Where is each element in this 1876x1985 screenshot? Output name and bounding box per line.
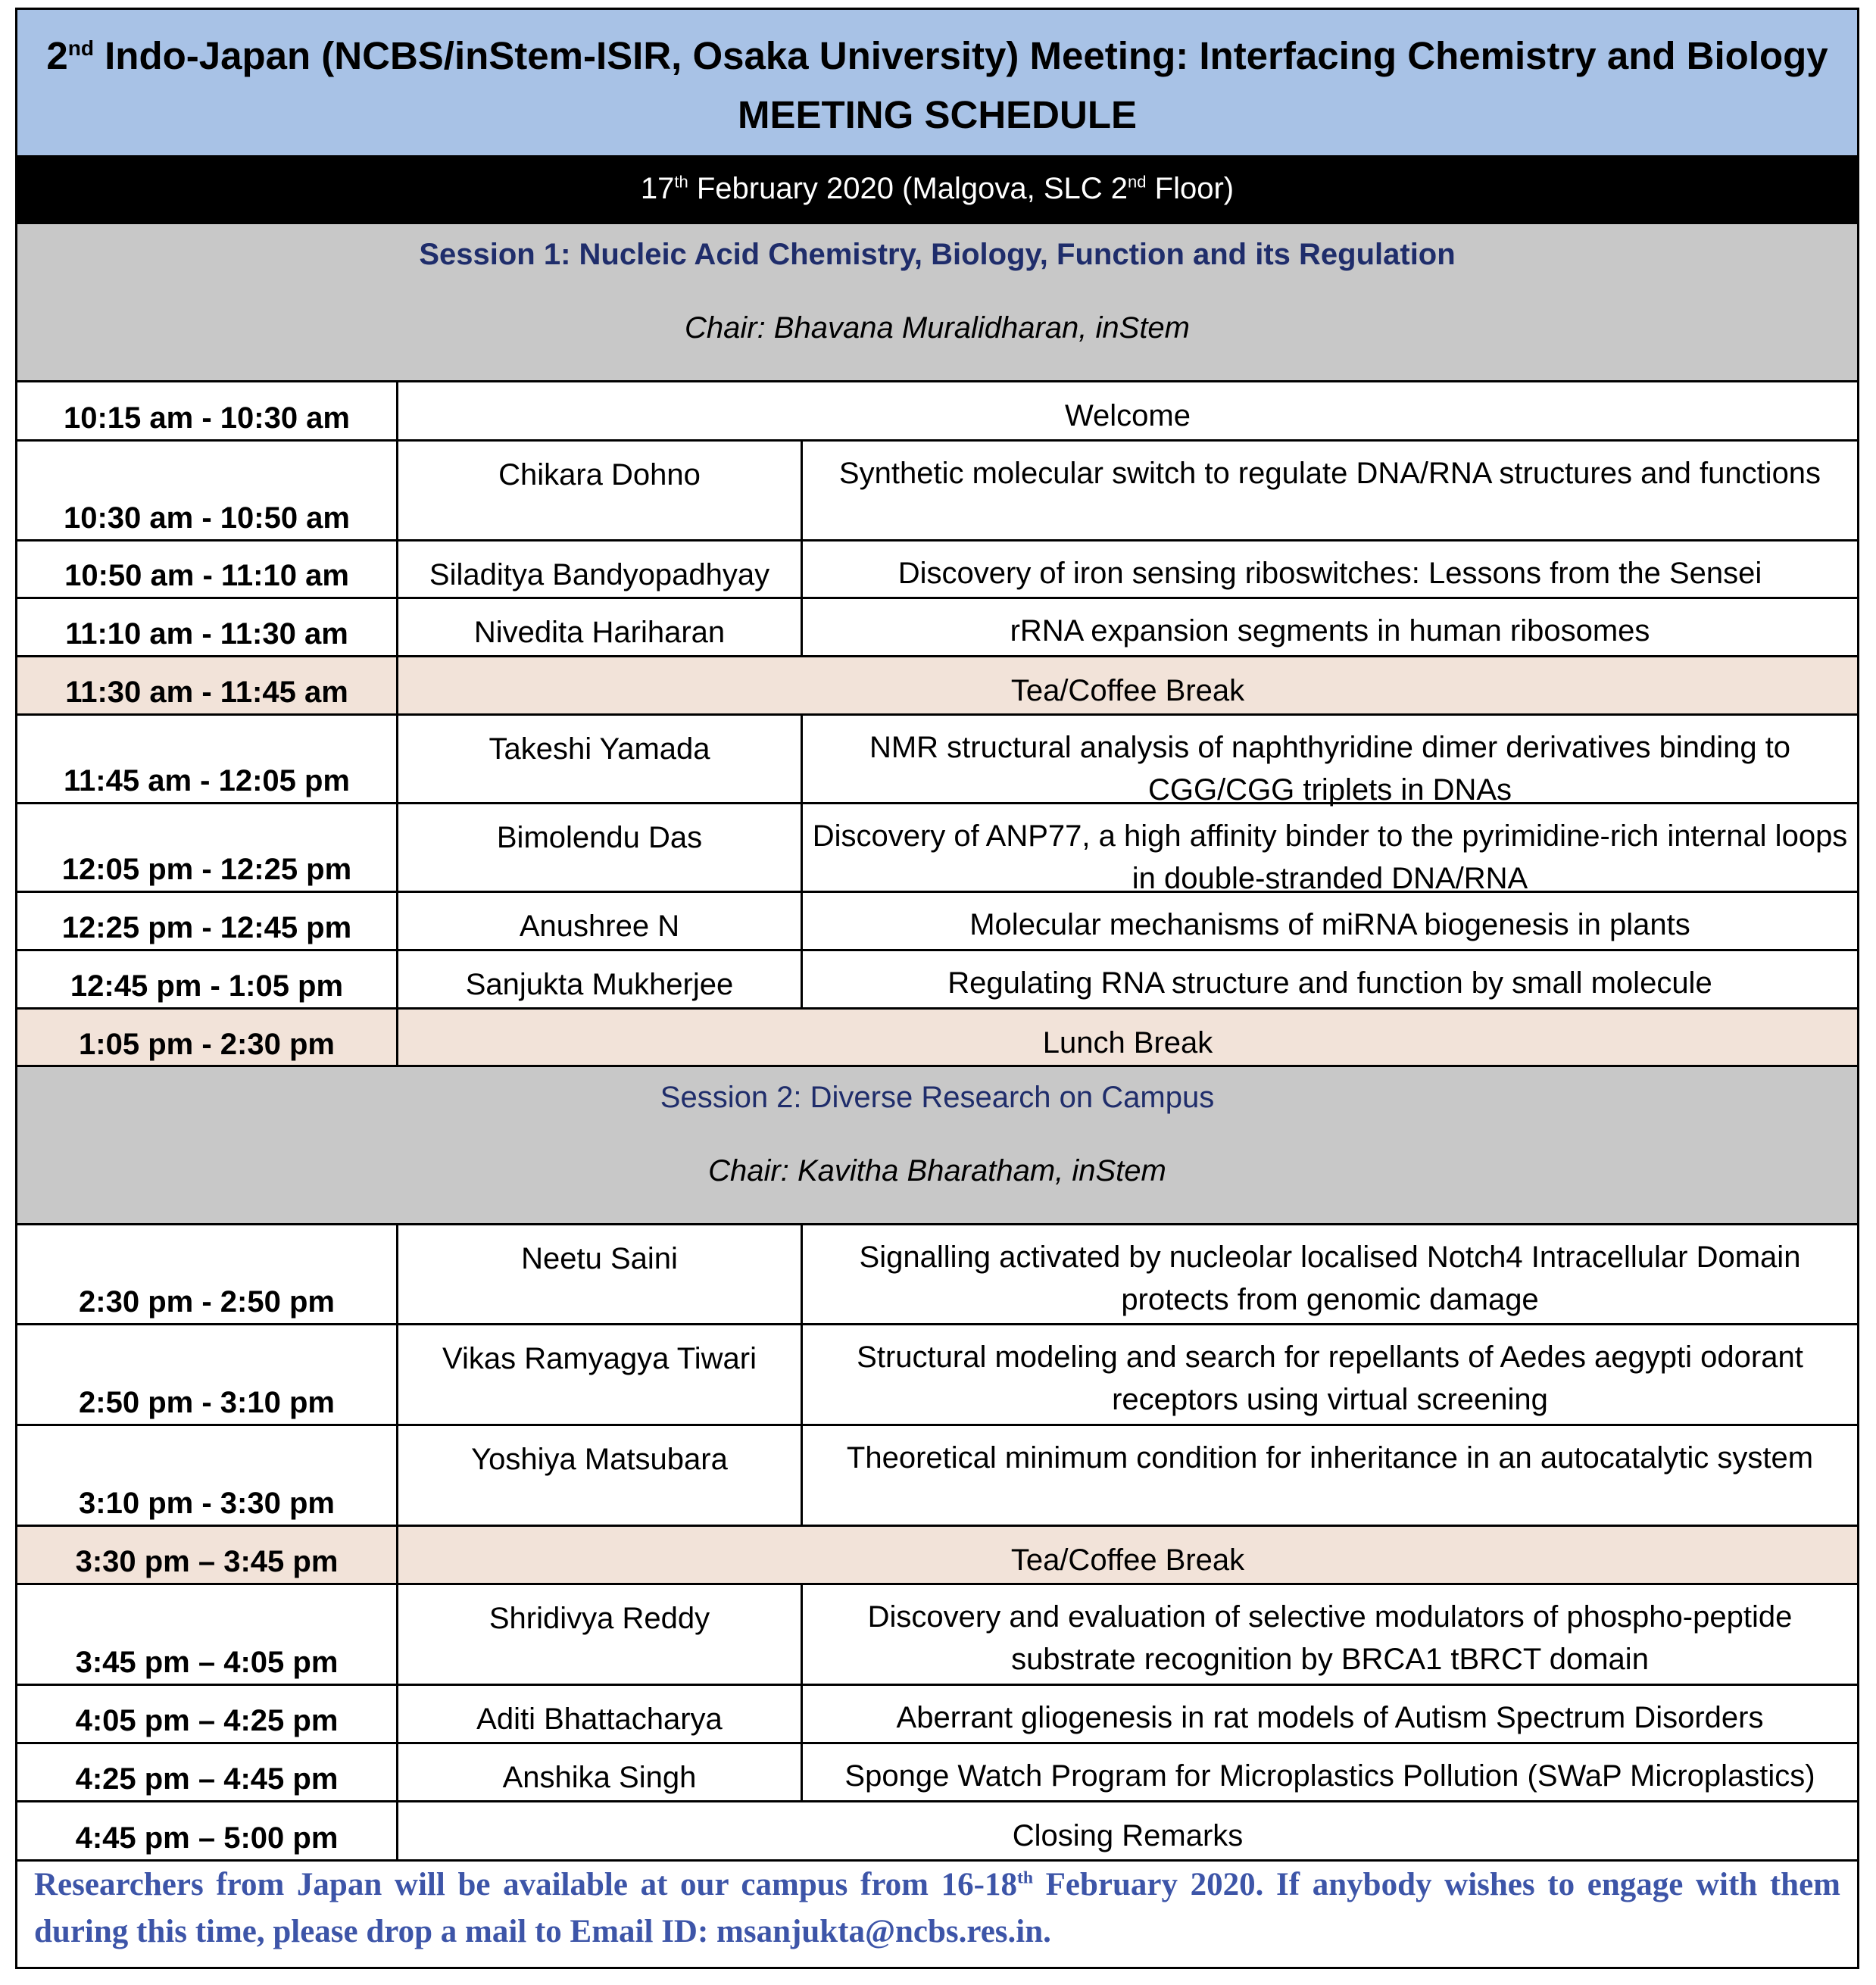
talk-title-cell: Synthetic molecular switch to regulate DNA/RNA structures and functions xyxy=(838,457,1821,490)
time-cell: 12:25 pm - 12:45 pm xyxy=(17,893,398,949)
talk-title-cell: Structural modeling and search for repellants of Aedes aegypti odorant receptors using virtual screening xyxy=(857,1340,1803,1416)
speaker-cell: Nivedita Hariharan xyxy=(398,599,803,655)
meeting-title: 2nd Indo-Japan (NCBS/inStem-ISIR, Osaka University) Meeting: Interfacing Chemistry and Biology xyxy=(46,34,1828,77)
time-cell: 4:25 pm – 4:45 pm xyxy=(17,1744,398,1800)
session-1-chair: Chair: Bhavana Muralidharan, inStem xyxy=(684,311,1190,345)
time-cell: 4:05 pm – 4:25 pm xyxy=(17,1686,398,1742)
schedule-row xyxy=(17,951,1857,1010)
schedule-row xyxy=(17,442,1857,542)
talk-title-cell: Molecular mechanisms of miRNA biogenesis in plants xyxy=(969,908,1690,941)
schedule-row xyxy=(17,1686,1857,1744)
time-cell: 11:30 am - 11:45 am xyxy=(17,657,398,713)
talk-title-cell: Theoretical minimum condition for inheritance in an autocatalytic system xyxy=(846,1441,1814,1475)
schedule-row xyxy=(17,1744,1857,1802)
talk-title-cell: NMR structural analysis of naphthyridine dimer derivatives binding to CGG/CGG triplets in DNAs xyxy=(869,731,1791,807)
time-cell: 2:30 pm - 2:50 pm xyxy=(17,1225,398,1323)
speaker-cell: Siladitya Bandyopadhyay xyxy=(398,542,803,597)
speaker-cell: Sanjukta Mukherjee xyxy=(398,951,803,1007)
talk-title-cell: rRNA expansion segments in human ribosomes xyxy=(1010,614,1650,648)
meeting-subtitle: MEETING SCHEDULE xyxy=(737,93,1138,136)
time-cell: 11:10 am - 11:30 am xyxy=(17,599,398,655)
talk-title-cell: Aberrant gliogenesis in rat models of Autism Spectrum Disorders xyxy=(896,1701,1764,1734)
time-cell: 4:45 pm – 5:00 pm xyxy=(17,1802,398,1859)
speaker-cell: Anushree N xyxy=(398,893,803,949)
span-cell: Tea/Coffee Break xyxy=(1010,674,1245,707)
schedule-row xyxy=(17,716,1857,807)
time-cell: 3:30 pm – 3:45 pm xyxy=(17,1527,398,1583)
talk-title-cell: Sponge Watch Program for Microplastics Pollution (SWaP Microplastics) xyxy=(844,1759,1815,1793)
date-band: 17th February 2020 (Malgova, SLC 2nd Floor) xyxy=(17,155,1857,222)
time-cell: 11:45 am - 12:05 pm xyxy=(17,716,398,802)
span-cell: Closing Remarks xyxy=(1012,1819,1244,1852)
schedule-row-span xyxy=(17,657,1857,716)
speaker-cell: Anshika Singh xyxy=(398,1744,803,1800)
schedule-row xyxy=(17,1585,1857,1686)
schedule-row-span xyxy=(17,1527,1857,1585)
speaker-cell: Takeshi Yamada xyxy=(398,716,803,802)
talk-title-cell: Regulating RNA structure and function by small molecule xyxy=(947,966,1712,1000)
time-cell: 3:45 pm – 4:05 pm xyxy=(17,1585,398,1684)
session-2-chair: Chair: Kavitha Bharatham, inStem xyxy=(708,1154,1166,1188)
schedule-row xyxy=(17,1325,1857,1426)
time-cell: 12:45 pm - 1:05 pm xyxy=(17,951,398,1007)
speaker-cell: Neetu Saini xyxy=(398,1225,803,1323)
talk-title-cell: Discovery of iron sensing riboswitches: Lessons from the Sensei xyxy=(897,557,1762,590)
session-1-title: Session 1: Nucleic Acid Chemistry, Biology, Function and its Regulation xyxy=(419,238,1456,271)
session-1-header xyxy=(17,222,1857,382)
speaker-cell: Vikas Ramyagya Tiwari xyxy=(398,1325,803,1424)
time-cell: 10:15 am - 10:30 am xyxy=(17,382,398,439)
time-cell: 10:30 am - 10:50 am xyxy=(17,442,398,539)
schedule-row-span xyxy=(17,382,1857,442)
talk-title-cell: Discovery of ANP77, a high affinity binder to the pyrimidine-rich internal loops in double-stranded DNA/RNA xyxy=(812,819,1848,895)
schedule-row xyxy=(17,542,1857,599)
schedule-row xyxy=(17,1225,1857,1325)
talk-title-cell: Discovery and evaluation of selective modulators of phospho-peptide substrate recognition by BRCA1 tBRCT domain xyxy=(867,1600,1793,1676)
session-2-header xyxy=(17,1065,1857,1225)
speaker-cell: Chikara Dohno xyxy=(398,442,803,539)
speaker-cell: Bimolendu Das xyxy=(398,804,803,891)
speaker-cell: Yoshiya Matsubara xyxy=(398,1426,803,1525)
footer-note: Researchers from Japan will be available at our campus from 16-18th February 2020. If anybody wishes to engage with them during this time, please drop a mail to Email ID: msanjukta@ncbs.res.in. xyxy=(34,1867,1840,1949)
speaker-cell: Aditi Bhattacharya xyxy=(398,1686,803,1742)
span-cell: Tea/Coffee Break xyxy=(1010,1543,1245,1577)
schedule-row-span xyxy=(17,1802,1857,1862)
time-cell: 3:10 pm - 3:30 pm xyxy=(17,1426,398,1525)
schedule-row xyxy=(17,599,1857,657)
schedule-row-span xyxy=(17,1010,1857,1068)
schedule-frame xyxy=(15,8,1859,1969)
time-cell: 10:50 am - 11:10 am xyxy=(17,542,398,597)
schedule-row xyxy=(17,804,1857,893)
schedule-row xyxy=(17,893,1857,951)
talk-title-cell: Signalling activated by nucleolar localised Notch4 Intracellular Domain protects from genomic damage xyxy=(859,1241,1801,1316)
time-cell: 12:05 pm - 12:25 pm xyxy=(17,804,398,891)
session-2-title: Session 2: Diverse Research on Campus xyxy=(660,1081,1215,1114)
speaker-cell: Shridivya Reddy xyxy=(398,1585,803,1684)
span-cell: Lunch Break xyxy=(1042,1026,1213,1060)
title-band xyxy=(17,10,1857,155)
schedule-row xyxy=(17,1426,1857,1527)
span-cell: Welcome xyxy=(1065,399,1191,432)
time-cell: 1:05 pm - 2:30 pm xyxy=(17,1010,398,1066)
time-cell: 2:50 pm - 3:10 pm xyxy=(17,1325,398,1424)
